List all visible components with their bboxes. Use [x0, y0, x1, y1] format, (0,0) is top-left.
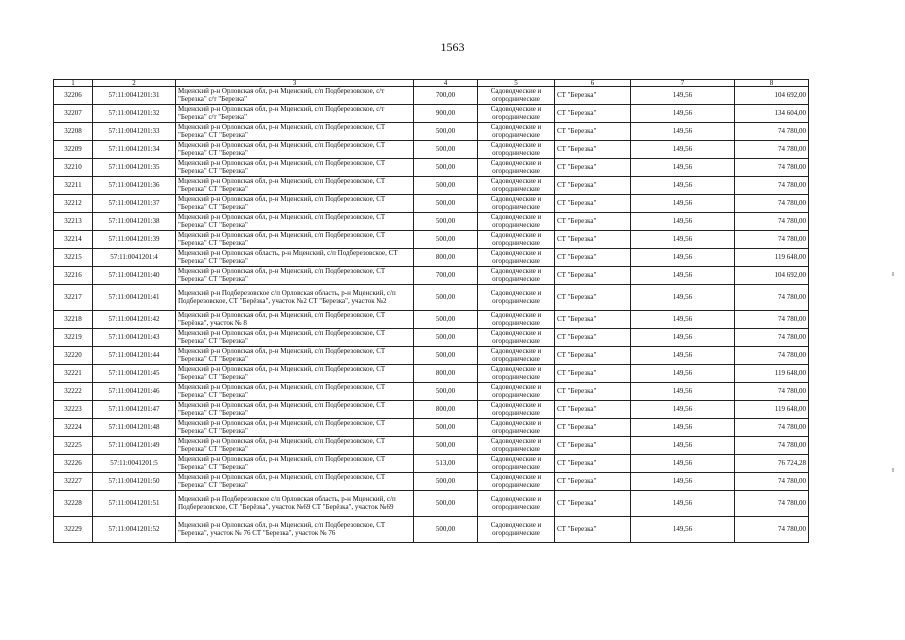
table-row [54, 437, 809, 455]
cell-specific-value: 149,56 [631, 347, 735, 365]
column-header: 6 [555, 80, 631, 87]
cell-address: Мценский р-н Подберезовское с/п Орловская область, р-н Мценский, с/п Подберезовское, СТ "Берёзка", участок №2 СТ "Березка", участок №2 [176, 285, 414, 311]
cell-area: 500,00 [414, 177, 478, 195]
table-row [54, 311, 809, 329]
cell-specific-value: 149,56 [631, 195, 735, 213]
cell-cadastral-number: 57:11:0041201:34 [93, 141, 176, 159]
cell-specific-value: 149,56 [631, 311, 735, 329]
cell-cadastral-value: 74 780,00 [735, 347, 809, 365]
cell-land-use: Садоводческие и огороднические [478, 401, 555, 419]
cell-specific-value: 149,56 [631, 249, 735, 267]
cell-cadastral-number: 57:11:0041201:41 [93, 285, 176, 311]
cell-organization: СТ "Березка" [555, 329, 631, 347]
scan-margin-mark [892, 272, 894, 276]
cell-specific-value: 149,56 [631, 285, 735, 311]
table-row [54, 123, 809, 141]
cell-land-use: Садоводческие и огороднические [478, 87, 555, 105]
cell-specific-value: 149,56 [631, 231, 735, 249]
cell-cadastral-value: 119 648,00 [735, 365, 809, 383]
cell-land-use: Садоводческие и огороднические [478, 517, 555, 543]
column-header: 8 [735, 80, 809, 87]
cell-cadastral-value: 104 692,00 [735, 87, 809, 105]
cell-row-number: 32210 [54, 159, 93, 177]
cell-specific-value: 149,56 [631, 473, 735, 491]
table-row [54, 231, 809, 249]
cell-row-number: 32228 [54, 491, 93, 517]
cell-land-use: Садоводческие и огороднические [478, 455, 555, 473]
table-row [54, 455, 809, 473]
table-row [54, 105, 809, 123]
cell-area: 500,00 [414, 437, 478, 455]
table-row [54, 401, 809, 419]
cell-row-number: 32227 [54, 473, 93, 491]
cell-row-number: 32214 [54, 231, 93, 249]
cell-area: 800,00 [414, 401, 478, 419]
cell-cadastral-number: 57:11:0041201:45 [93, 365, 176, 383]
cell-area: 500,00 [414, 347, 478, 365]
cell-cadastral-number: 57:11:0041201:51 [93, 491, 176, 517]
table-row [54, 267, 809, 285]
table-row [54, 347, 809, 365]
column-number-header [54, 80, 809, 87]
cell-area: 500,00 [414, 231, 478, 249]
cell-cadastral-value: 119 648,00 [735, 249, 809, 267]
cell-cadastral-number: 57:11:0041201:32 [93, 105, 176, 123]
cell-address: Мценский р-н Орловская обл, р-н Мценский, с/п Подберезовское, СТ "Березка", участок № 76 СТ "Березка", участок № 76 [176, 517, 414, 543]
cell-area: 500,00 [414, 141, 478, 159]
cell-cadastral-number: 57:11:0041201:52 [93, 517, 176, 543]
cell-cadastral-number: 57:11:0041201:46 [93, 383, 176, 401]
table-row [54, 177, 809, 195]
cell-organization: СТ "Березка" [555, 473, 631, 491]
cell-organization: СТ "Березка" [555, 437, 631, 455]
table-row [54, 329, 809, 347]
scan-margin-mark [892, 468, 894, 472]
cell-cadastral-value: 74 780,00 [735, 123, 809, 141]
cell-address: Мценский р-н Подберезовское с/п Орловская область, р-н Мценский, с/п Подберезовское, СТ "Берёзка", участок №69 СТ "Берёзка", участок №69 [176, 491, 414, 517]
cell-land-use: Садоводческие и огороднические [478, 311, 555, 329]
table-row [54, 491, 809, 517]
cell-cadastral-number: 57:11:0041201:43 [93, 329, 176, 347]
table-row [54, 87, 809, 105]
column-header: 4 [414, 80, 478, 87]
cell-land-use: Садоводческие и огороднические [478, 213, 555, 231]
cell-address: Мценский р-н Орловская обл, р-н Мценский, с/п Подберезовское, СТ "Березка" СТ "Березка" [176, 267, 414, 285]
cell-area: 700,00 [414, 267, 478, 285]
table-row [54, 517, 809, 543]
cell-land-use: Садоводческие и огороднические [478, 159, 555, 177]
cell-cadastral-number: 57:11:0041201:44 [93, 347, 176, 365]
cell-row-number: 32222 [54, 383, 93, 401]
column-header: 1 [54, 80, 93, 87]
cell-cadastral-value: 134 604,00 [735, 105, 809, 123]
cell-organization: СТ "Березка" [555, 195, 631, 213]
cell-row-number: 32212 [54, 195, 93, 213]
cell-cadastral-value: 104 692,00 [735, 267, 809, 285]
cell-address: Мценский р-н Орловская обл, р-н Мценский, с/п Подберезовское, СТ "Березка" СТ "Березка" [176, 195, 414, 213]
cell-cadastral-value: 74 780,00 [735, 213, 809, 231]
table-row [54, 419, 809, 437]
cell-area: 500,00 [414, 517, 478, 543]
table-row [54, 213, 809, 231]
cell-address: Мценский р-н Орловская обл, р-н Мценский, с/п Подберезовское, СТ "Березка" СТ "Березка" [176, 473, 414, 491]
cell-address: Мценский р-н Орловская область, р-н Мценский, с/п Подберезовское, СТ "Березка" СТ "Березка" [176, 249, 414, 267]
cell-cadastral-number: 57:11:0041201:42 [93, 311, 176, 329]
table-row [54, 249, 809, 267]
cell-cadastral-number: 57:11:0041201:50 [93, 473, 176, 491]
cell-organization: СТ "Березка" [555, 383, 631, 401]
cell-address: Мценский р-н Орловская обл, р-н Мценский, с/п Подберезовское, СТ "Березка" СТ "Березка" [176, 455, 414, 473]
cell-land-use: Садоводческие и огороднические [478, 437, 555, 455]
cell-address: Мценский р-н Орловская обл, р-н Мценский, с/п Подберезовское, СТ "Березка" СТ "Березка" [176, 383, 414, 401]
cell-address: Мценский р-н Орловская обл, р-н Мценский, с/п Подберезовское, СТ "Березка" СТ "Березка" [176, 347, 414, 365]
cell-address: Мценский р-н Орловская обл, р-н Мценский, с/п Подберезовское, СТ "Березка" СТ "Березка" [176, 365, 414, 383]
cell-area: 800,00 [414, 249, 478, 267]
cell-row-number: 32206 [54, 87, 93, 105]
cell-organization: СТ "Березка" [555, 455, 631, 473]
cell-cadastral-value: 74 780,00 [735, 383, 809, 401]
cell-cadastral-number: 57:11:0041201:37 [93, 195, 176, 213]
cell-land-use: Садоводческие и огороднические [478, 347, 555, 365]
table-body [54, 87, 809, 543]
page-number: 1563 [440, 40, 465, 54]
cell-organization: СТ "Березка" [555, 249, 631, 267]
cell-address: Мценский р-н Орловская обл, р-н Мценский, с/п Подберезовское, с/т "Березка" с/т "Березка" [176, 105, 414, 123]
cell-organization: СТ "Березка" [555, 401, 631, 419]
cell-organization: СТ "Березка" [555, 159, 631, 177]
cell-organization: СТ "Березка" [555, 231, 631, 249]
cell-address: Мценский р-н Орловская обл, р-н Мценский, с/п Подберезовское, с/т "Березка" с/т "Березка" [176, 87, 414, 105]
cell-specific-value: 149,56 [631, 401, 735, 419]
cell-cadastral-value: 74 780,00 [735, 491, 809, 517]
cell-address: Мценский р-н Орловская обл, р-н Мценский, с/п Подберезовское, СТ "Березка" СТ "Березка" [176, 437, 414, 455]
cell-land-use: Садоводческие и огороднические [478, 419, 555, 437]
cell-specific-value: 149,56 [631, 329, 735, 347]
cell-land-use: Садоводческие и огороднические [478, 285, 555, 311]
cell-organization: СТ "Березка" [555, 347, 631, 365]
cell-area: 700,00 [414, 87, 478, 105]
land-registry-table [53, 79, 809, 543]
cell-organization: СТ "Березка" [555, 365, 631, 383]
cell-cadastral-value: 74 780,00 [735, 311, 809, 329]
cell-land-use: Садоводческие и огороднические [478, 141, 555, 159]
cell-cadastral-number: 57:11:0041201:33 [93, 123, 176, 141]
cell-cadastral-value: 74 780,00 [735, 195, 809, 213]
table-row [54, 383, 809, 401]
cell-cadastral-value: 119 648,00 [735, 401, 809, 419]
cell-row-number: 32220 [54, 347, 93, 365]
cell-cadastral-number: 57:11:0041201:31 [93, 87, 176, 105]
cell-address: Мценский р-н Орловская обл, р-н Мценский, с/п Подберезовское, СТ "Березка" СТ "Березка" [176, 401, 414, 419]
cell-cadastral-value: 74 780,00 [735, 329, 809, 347]
cell-specific-value: 149,56 [631, 159, 735, 177]
cell-specific-value: 149,56 [631, 267, 735, 285]
cell-specific-value: 149,56 [631, 365, 735, 383]
cell-area: 500,00 [414, 123, 478, 141]
cell-address: Мценский р-н Орловская обл, р-н Мценский, с/п Подберезовское, СТ "Березка" СТ "Березка" [176, 159, 414, 177]
cell-row-number: 32209 [54, 141, 93, 159]
cell-cadastral-value: 74 780,00 [735, 141, 809, 159]
cell-land-use: Садоводческие и огороднические [478, 249, 555, 267]
cell-row-number: 32211 [54, 177, 93, 195]
cell-specific-value: 149,56 [631, 87, 735, 105]
cell-land-use: Садоводческие и огороднические [478, 177, 555, 195]
cell-row-number: 32207 [54, 105, 93, 123]
cell-organization: СТ "Березка" [555, 105, 631, 123]
cell-address: Мценский р-н Орловская обл, р-н Мценский, с/п Подберезовское, СТ "Березка" СТ "Березка" [176, 419, 414, 437]
cell-organization: СТ "Березка" [555, 123, 631, 141]
cell-specific-value: 149,56 [631, 123, 735, 141]
cell-area: 500,00 [414, 491, 478, 517]
column-header: 5 [478, 80, 555, 87]
cell-land-use: Садоводческие и огороднические [478, 123, 555, 141]
cell-land-use: Садоводческие и огороднические [478, 231, 555, 249]
cell-specific-value: 149,56 [631, 517, 735, 543]
cell-cadastral-number: 57:11:0041201:48 [93, 419, 176, 437]
table-row [54, 141, 809, 159]
cell-area: 500,00 [414, 285, 478, 311]
cell-address: Мценский р-н Орловская обл, р-н Мценский, с/п Подберезовское, СТ "Берёзка", участок № 8 [176, 311, 414, 329]
cell-row-number: 32225 [54, 437, 93, 455]
cell-row-number: 32218 [54, 311, 93, 329]
cell-cadastral-value: 74 780,00 [735, 177, 809, 195]
cell-area: 800,00 [414, 365, 478, 383]
cell-land-use: Садоводческие и огороднические [478, 105, 555, 123]
cell-cadastral-value: 74 780,00 [735, 285, 809, 311]
cell-organization: СТ "Березка" [555, 87, 631, 105]
cell-land-use: Садоводческие и огороднические [478, 473, 555, 491]
cell-specific-value: 149,56 [631, 105, 735, 123]
cell-area: 500,00 [414, 383, 478, 401]
cell-land-use: Садоводческие и огороднические [478, 267, 555, 285]
cell-area: 500,00 [414, 311, 478, 329]
cell-cadastral-number: 57:11:0041201:40 [93, 267, 176, 285]
table-row [54, 159, 809, 177]
cell-address: Мценский р-н Орловская обл, р-н Мценский, с/п Подберезовское, СТ "Березка" СТ "Березка" [176, 123, 414, 141]
table-row [54, 473, 809, 491]
cell-cadastral-value: 74 780,00 [735, 231, 809, 249]
cell-organization: СТ "Березка" [555, 311, 631, 329]
cell-organization: СТ "Березка" [555, 213, 631, 231]
cell-cadastral-number: 57:11:0041201:36 [93, 177, 176, 195]
column-header: 7 [631, 80, 735, 87]
cell-organization: СТ "Березка" [555, 517, 631, 543]
cell-organization: СТ "Березка" [555, 141, 631, 159]
cell-specific-value: 149,56 [631, 455, 735, 473]
cell-organization: СТ "Березка" [555, 285, 631, 311]
cell-organization: СТ "Березка" [555, 177, 631, 195]
cell-land-use: Садоводческие и огороднические [478, 195, 555, 213]
cell-organization: СТ "Березка" [555, 267, 631, 285]
cell-cadastral-number: 57:11:0041201:5 [93, 455, 176, 473]
cell-land-use: Садоводческие и огороднические [478, 383, 555, 401]
cell-land-use: Садоводческие и огороднические [478, 329, 555, 347]
cell-row-number: 32216 [54, 267, 93, 285]
cell-area: 513,00 [414, 455, 478, 473]
cell-row-number: 32223 [54, 401, 93, 419]
table-row [54, 365, 809, 383]
cell-address: Мценский р-н Орловская обл, р-н Мценский, с/п Подберезовское, СТ "Березка" СТ "Березка" [176, 329, 414, 347]
cell-land-use: Садоводческие и огороднические [478, 491, 555, 517]
cell-row-number: 32226 [54, 455, 93, 473]
cell-cadastral-value: 76 724,28 [735, 455, 809, 473]
cell-cadastral-number: 57:11:0041201:49 [93, 437, 176, 455]
cell-cadastral-value: 74 780,00 [735, 159, 809, 177]
cell-area: 500,00 [414, 419, 478, 437]
cell-row-number: 32224 [54, 419, 93, 437]
cell-cadastral-number: 57:11:0041201:4 [93, 249, 176, 267]
cell-land-use: Садоводческие и огороднические [478, 365, 555, 383]
column-header: 2 [93, 80, 176, 87]
cell-specific-value: 149,56 [631, 177, 735, 195]
cell-specific-value: 149,56 [631, 141, 735, 159]
cell-address: Мценский р-н Орловская обл, р-н Мценский, с/п Подберезовское, СТ "Березка" СТ "Березка" [176, 213, 414, 231]
cell-address: Мценский р-н Орловская обл, р-н Мценский, с/п Подберезовское, СТ "Березка" СТ "Березка" [176, 177, 414, 195]
cell-row-number: 32208 [54, 123, 93, 141]
cell-cadastral-value: 74 780,00 [735, 473, 809, 491]
cell-specific-value: 149,56 [631, 419, 735, 437]
cell-cadastral-number: 57:11:0041201:35 [93, 159, 176, 177]
table-row [54, 195, 809, 213]
cell-row-number: 32217 [54, 285, 93, 311]
cell-row-number: 32213 [54, 213, 93, 231]
cell-cadastral-value: 74 780,00 [735, 437, 809, 455]
cell-row-number: 32219 [54, 329, 93, 347]
cell-area: 500,00 [414, 329, 478, 347]
cell-row-number: 32229 [54, 517, 93, 543]
cell-row-number: 32215 [54, 249, 93, 267]
cell-organization: СТ "Березка" [555, 491, 631, 517]
cell-area: 500,00 [414, 159, 478, 177]
cell-cadastral-number: 57:11:0041201:47 [93, 401, 176, 419]
cell-area: 500,00 [414, 213, 478, 231]
cell-cadastral-value: 74 780,00 [735, 419, 809, 437]
cell-address: Мценский р-н Орловская обл, р-н Мценский, с/п Подберезовское, СТ "Березка" СТ "Березка" [176, 231, 414, 249]
cell-row-number: 32221 [54, 365, 93, 383]
cell-specific-value: 149,56 [631, 383, 735, 401]
table-row [54, 285, 809, 311]
cell-area: 500,00 [414, 195, 478, 213]
cell-cadastral-number: 57:11:0041201:38 [93, 213, 176, 231]
column-header: 3 [176, 80, 414, 87]
cell-cadastral-number: 57:11:0041201:39 [93, 231, 176, 249]
cell-address: Мценский р-н Орловская обл, р-н Мценский, с/п Подберезовское, СТ "Березка" СТ "Березка" [176, 141, 414, 159]
cell-area: 500,00 [414, 473, 478, 491]
cell-specific-value: 149,56 [631, 213, 735, 231]
cell-specific-value: 149,56 [631, 437, 735, 455]
cell-cadastral-value: 74 780,00 [735, 517, 809, 543]
cell-specific-value: 149,56 [631, 491, 735, 517]
cell-area: 900,00 [414, 105, 478, 123]
cell-organization: СТ "Березка" [555, 419, 631, 437]
